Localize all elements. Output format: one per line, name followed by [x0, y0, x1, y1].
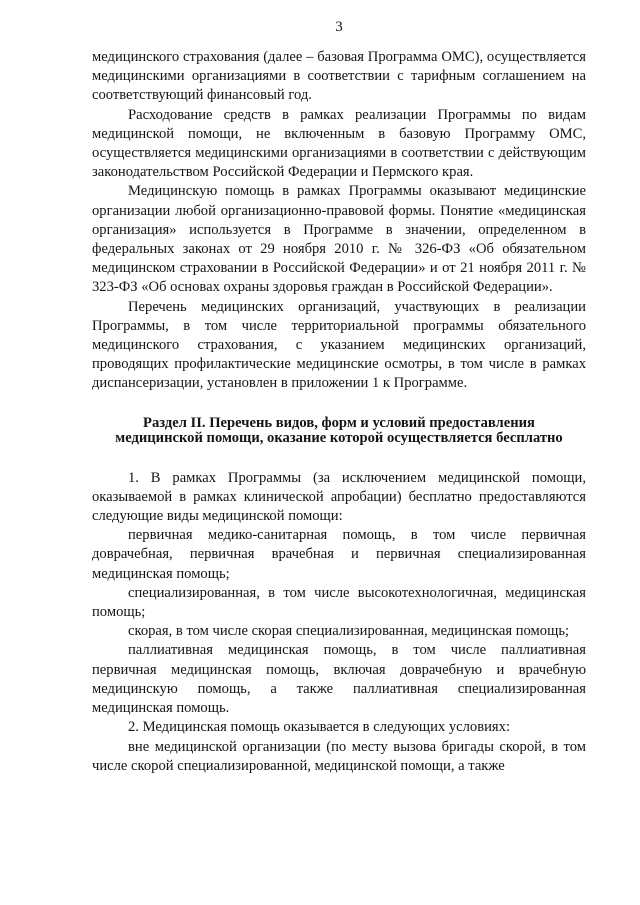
page-number: 3	[335, 19, 343, 35]
document-body	[92, 48, 586, 776]
paragraph-organizations-list: Перечень медицинских организаций, участвующих в реализации Программы, в том числе территориальной программы обязательного медицинского страхования, с указанием медицинских организаций, проводящих профилактические медицинские осмотры, в том числе в рамках диспансеризации, установлен в приложении 1 к Программе.	[92, 298, 586, 392]
paragraph-specialized-care: специализированная, в том числе высокотехнологичная, медицинская помощь;	[92, 584, 586, 621]
paragraph-oms-continuation: медицинского страхования (далее – базовая Программа ОМС), осуществляется медицинскими организациями в соответствии с тарифным соглашением на соответствующий финансовый год.	[92, 49, 586, 104]
paragraph-item-2: 2. Медицинская помощь оказывается в следующих условиях:	[128, 719, 510, 736]
paragraph-emergency-care: скорая, в том числе скорая специализированная, медицинская помощь;	[128, 623, 570, 640]
section-heading-line-2: медицинской помощи, оказание которой осуществляется бесплатно	[115, 430, 563, 447]
section-heading-line-1: Раздел II. Перечень видов, форм и условий предоставления	[143, 414, 535, 431]
paragraph-spending: Расходование средств в рамках реализации Программы по видам медицинской помощи, не включенным в базовую Программу ОМС, осуществляется медицинскими организациями в соответствии с действующим законодательством Российской Федерации и Пермского края.	[92, 106, 586, 181]
paragraph-medical-organizations: Медицинскую помощь в рамках Программы оказывают медицинские организации любой организационно-правовой формы. Понятие «медицинская организация» используется в Программе в значении, определенном в федеральных законах от 29 ноября 2010 г. № 326-ФЗ «Об обязательном медицинском страховании в Российской Федерации» и от 21 ноября 2011 г. № 323-ФЗ «Об основах охраны здоровья граждан в Российской Федерации».	[92, 183, 586, 296]
paragraph-outside-organization: вне медицинской организации (по месту вызова бригады скорой, в том числе скорой специализированной, медицинской помощи, а также	[92, 738, 586, 774]
section-heading	[92, 416, 586, 447]
paragraph-item-1: 1. В рамках Программы (за исключением медицинской помощи, оказываемой в рамках клинической апробации) бесплатно предоставляются следующие виды медицинской помощи:	[92, 469, 586, 525]
paragraph-palliative-care: паллиативная медицинская помощь, в том числе паллиативная первичная медицинская помощь, включая доврачебную и врачебную медицинскую помощь, а также паллиативная специализированная медицинская помощь.	[92, 642, 586, 717]
paragraph-primary-care: первичная медико-санитарная помощь, в том числе первичная доврачебная, первичная врачебная и первичная специализированная медицинская помощь;	[92, 527, 586, 582]
